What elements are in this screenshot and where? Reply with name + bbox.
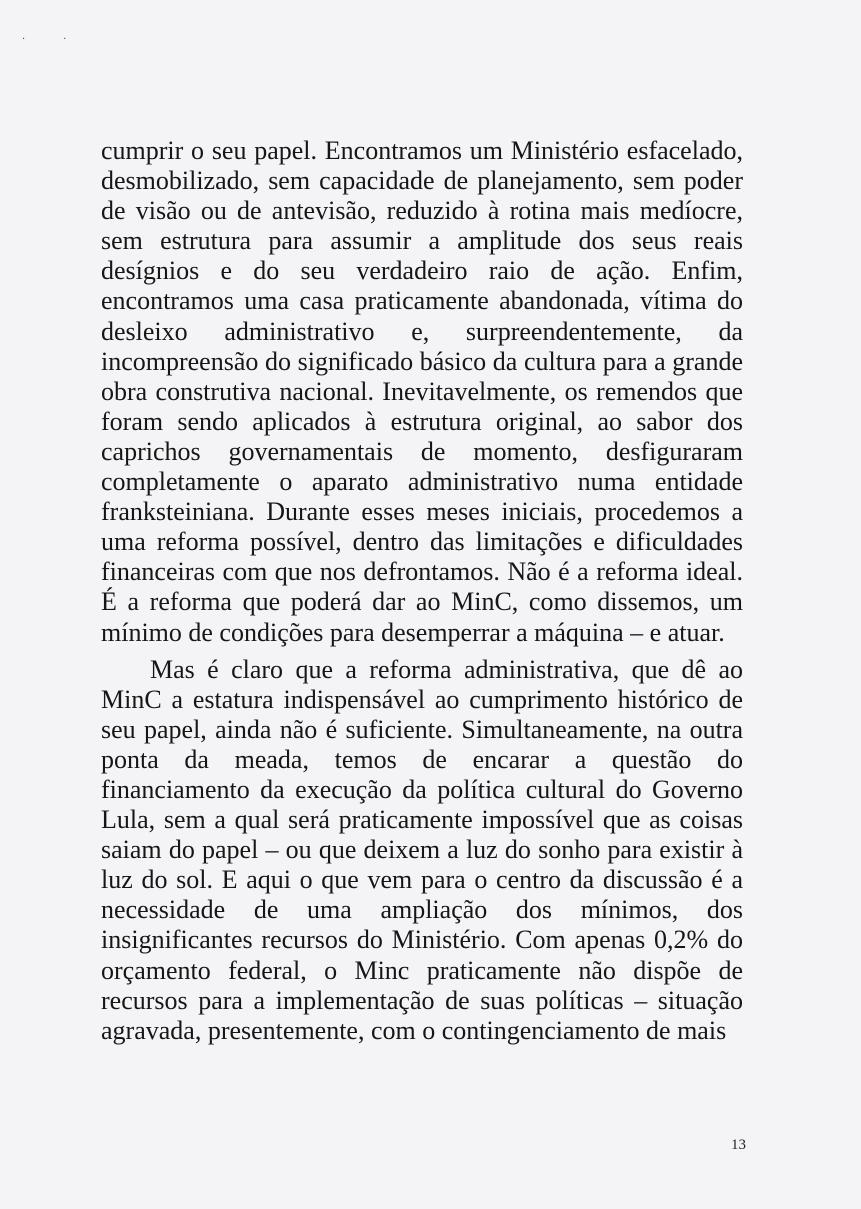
body-text [101,136,743,1046]
page-number: 13 [731,1137,746,1153]
scan-specks: ·· [22,34,105,45]
paragraph-2: Mas é claro que a reforma administrativa, que dê ao MinC a estatura indispensável ao cumprimento histórico de seu papel, ainda não é suficiente. Simultaneamente, na outra ponta da meada, temos de encarar a questão do financiamento da execução da política cultural do Governo Lula, sem a qual será praticamente impossível que as coisas saiam do papel – ou que deixem a luz do sonho para existir à luz do sol. E aqui o que vem para o centro da discussão é a necessidade de uma ampliação dos mínimos, dos insignificantes recursos do Ministério. Com apenas 0,2% do orçamento federal, o Minc praticamente não dispõe de recursos para a implementação de suas políticas – situação agravada, presentemente, com o contingenciamento de mais [101,654,743,1045]
paragraph-1: cumprir o seu papel. Encontramos um Ministério esfacelado, desmobilizado, sem capacidade de planejamento, sem poder de visão ou de antevisão, reduzido à rotina mais medíocre, sem estrutura para assumir a amplitude dos seus reais desígnios e do seu verdadeiro raio de ação. Enfim, encontramos uma casa praticamente abandonada, vítima do desleixo administrativo e, surpreendentemente, da incompreensão do significado básico da cultura para a grande obra construtiva nacional. Inevitavelmente, os remendos que foram sendo aplicados à estrutura original, ao sabor dos caprichos governamentais de momento, desfiguraram completamente o aparato administrativo numa entidade franksteiniana. Durante esses meses iniciais, procedemos a uma reforma possível, dentro das limitações e dificuldades financeiras com que nos defrontamos. Não é a reforma ideal. É a reforma que poderá dar ao MinC, como dissemos, um mínimo de condições para desemperrar a máquina – e atuar. [101,136,743,647]
